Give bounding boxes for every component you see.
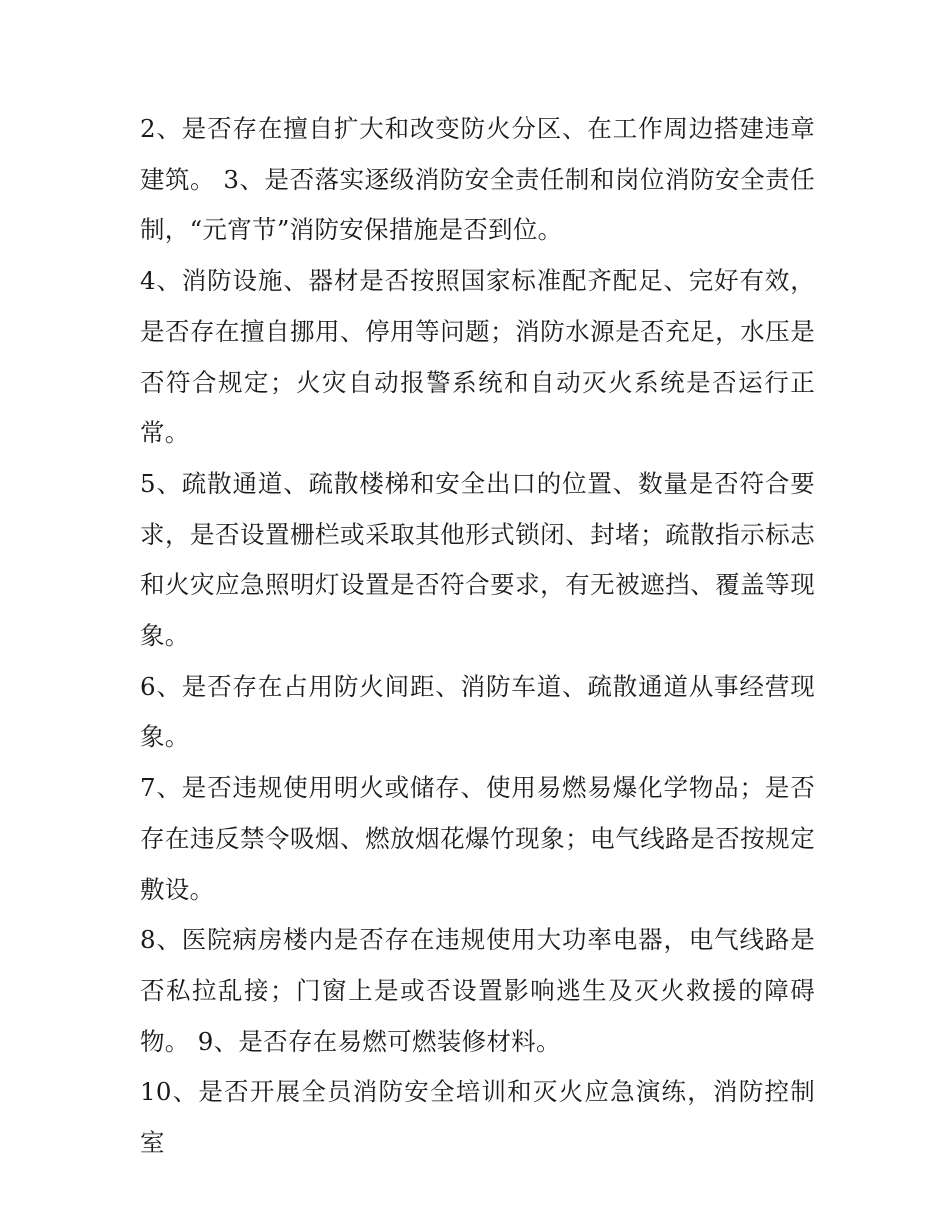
paragraph-item-6: 6、是否存在占用防火间距、消防车道、疏散通道从事经营现象。: [140, 671, 815, 752]
paragraph-item-4: 4、消防设施、器材是否按照国家标准配齐配足、完好有效，是否存在擅自挪用、停用等问题；消防水源是否充足，水压是否符合规定；火灾自动报警系统和自动灭火系统是否运行正常。: [140, 266, 815, 448]
paragraph-item-5: 5、疏散通道、疏散楼梯和安全出口的位置、数量是否符合要求，是否设置栅栏或采取其他形式锁闭、封堵；疏散指示标志和火灾应急照明灯设置是否符合要求，有无被遮挡、覆盖等现象。: [140, 468, 815, 651]
paragraph-item-2-3: 2、是否存在擅自扩大和改变防火分区、在工作周边搭建违章建筑。 3、是否落实逐级消防安全责任制和岗位消防安全责任制，“元宵节”消防安保措施是否到位。: [140, 114, 815, 245]
paragraph-item-10: 10、是否开展全员消防安全培训和灭火应急演练，消防控制室: [140, 1077, 815, 1158]
paragraph-item-8-9: 8、医院病房楼内是否存在违规使用大功率电器，电气线路是否私拉乱接；门窗上是或否设置影响逃生及灭火救援的障碍物。 9、是否存在易燃可燃装修材料。: [140, 925, 815, 1056]
paragraph-item-7: 7、是否违规使用明火或储存、使用易燃易爆化学物品；是否存在违反禁令吸烟、燃放烟花爆竹现象；电气线路是否按规定敷设。: [140, 773, 815, 904]
document-body: [140, 104, 815, 1169]
